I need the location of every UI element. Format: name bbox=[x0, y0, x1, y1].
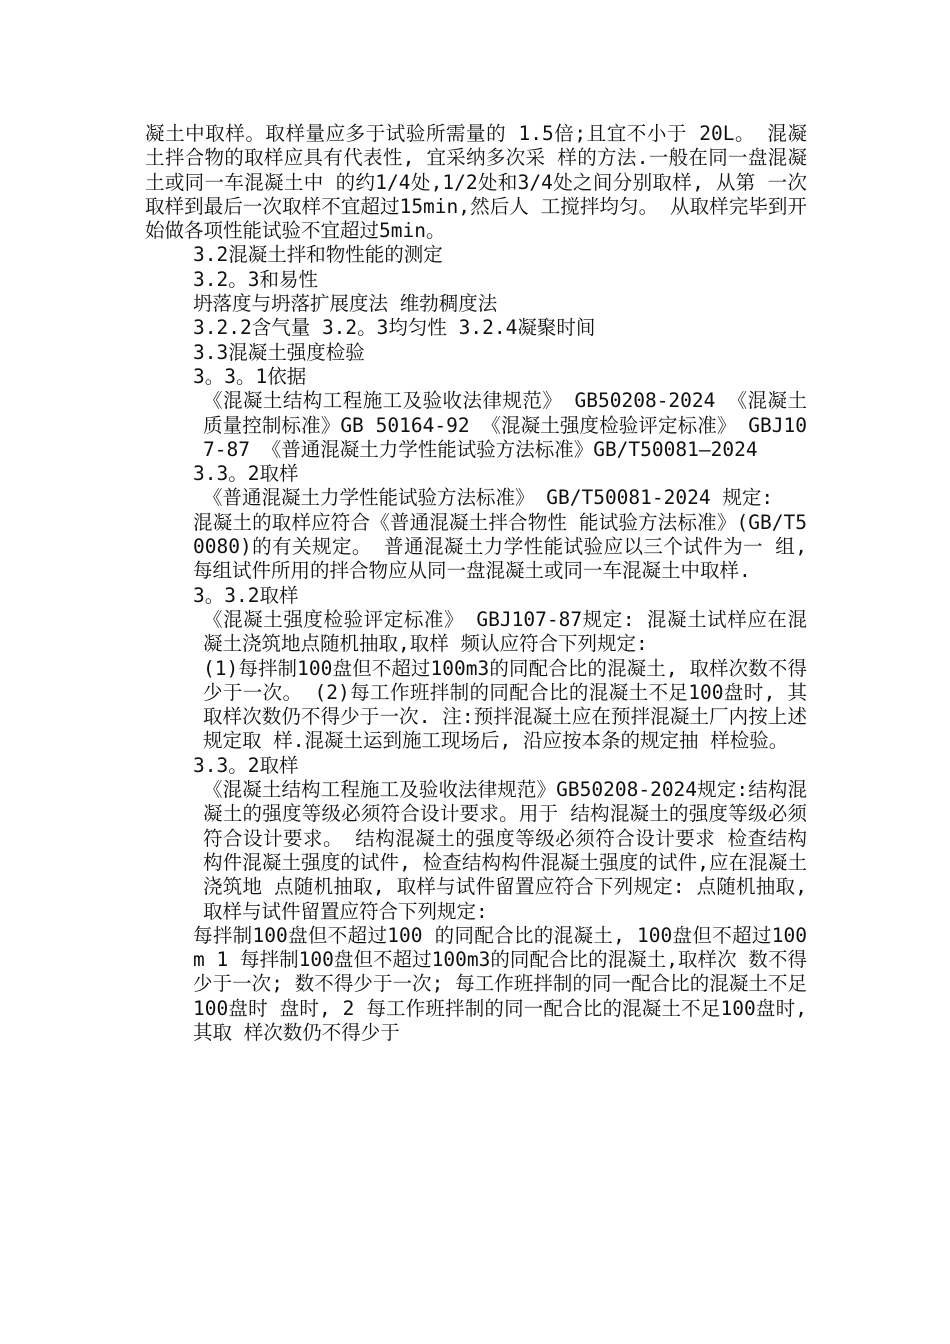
paragraph-slump-methods: 坍落度与坍落扩展度法 维勃稠度法 bbox=[193, 292, 498, 316]
heading-3-2: 3.2混凝土拌和物性能的测定 bbox=[193, 243, 443, 267]
paragraph-sampling-frequency: (1)每拌制100盘但不超过100m3的同配合比的混凝土, 取样次数不得少于一次。 (2)每工作班拌制的同配合比的混凝土不足100盘时, 其取样次数仍不得少于一次. 注:预拌混凝土应在预拌混凝土厂内按上述规定取 样.混凝土运到施工现场后, 沿应按本条的规定抽 样检验。 bbox=[203, 656, 807, 753]
heading-3-3-2-b: 3。3.2取样 bbox=[193, 583, 299, 607]
heading-3-3: 3.3混凝土强度检验 bbox=[193, 340, 365, 364]
paragraph-standards-list: 《混凝土结构工程施工及验收法律规范》 GB50208-2024 《混凝土质量控制标准》GB 50164-92 《混凝土强度检验评定标准》 GBJ107-87 《普通混凝土力学性能试验方法标准》GB/T50081—2024 bbox=[203, 389, 807, 461]
heading-3-3-1: 3。3。1依据 bbox=[193, 364, 307, 388]
paragraph-sampling-compliance: 混凝土的取样应符合《普通混凝土拌合物性 能试验方法标准》(GB/T50080)的有关规定。 普通混凝土力学性能试验应以三个试件为一 组, 每组试件所用的拌合物应从同一盘混凝土或同一车混凝土中取样. bbox=[193, 510, 819, 583]
paragraph-gbt50081-rule: 《普通混凝土力学性能试验方法标准》 GB/T50081-2024 规定: bbox=[203, 486, 774, 510]
heading-3-3-2-a: 3.3。2取样 bbox=[193, 462, 299, 486]
paragraph-batch-rules: 每拌制100盘但不超过100 的同配合比的混凝土, 100盘但不超过100m 1 每拌制100盘但不超过100m3的同配合比的混凝土,取样次 数不得少于一次; 数不得少于一次; 每工作班拌制的同一配合比的混凝土不足100盘时 盘时, 2 每工作班拌制的同一配合比的混凝土不足100盘时,其取 样次数仍不得少于 bbox=[193, 923, 807, 1044]
paragraph-air-content: 3.2.2含气量 3.2。3均匀性 3.2.4凝聚时间 bbox=[193, 316, 596, 340]
paragraph-sampling-intro: 凝土中取样。取样量应多于试验所需量的 1.5倍;且宜不小于 20L。 混凝土拌合物的取样应具有代表性, 宜采纳多次采 样的方法.一般在同一盘混凝土或同一车混凝土中 的约1/4处,1/2处和3/4处之间分别取样, 从第 一次取样到最后一次取样不宜超过15min,然后人 工搅拌均匀。 从取样完毕到开始做各项性能试验不宜超过5min。 bbox=[145, 122, 807, 243]
paragraph-gbj107-rule: 《混凝土强度检验评定标准》 GBJ107-87规定: 混凝土试样应在混凝土浇筑地点随机抽取,取样 频认应符合下列规定: bbox=[203, 607, 807, 656]
document-page bbox=[145, 122, 819, 1045]
heading-3-3-2-c: 3.3。2取样 bbox=[193, 753, 299, 777]
paragraph-gb50208-rule: 《混凝土结构工程施工及验收法律规范》GB50208-2024规定:结构混凝土的强度等级必须符合设计要求。用于 结构混凝土的强度等级必须符合设计要求。 结构混凝土的强度等级必须符合设计要求 检查结构构件混凝土强度的试件, 检查结构构件混凝土强度的试件,应在混凝土浇筑地 点随机抽取, 取样与试件留置应符合下列规定: 点随机抽取,取样与试件留置应符合下列规定: bbox=[203, 778, 807, 923]
heading-3-2-3: 3.2。3和易性 bbox=[193, 267, 318, 291]
